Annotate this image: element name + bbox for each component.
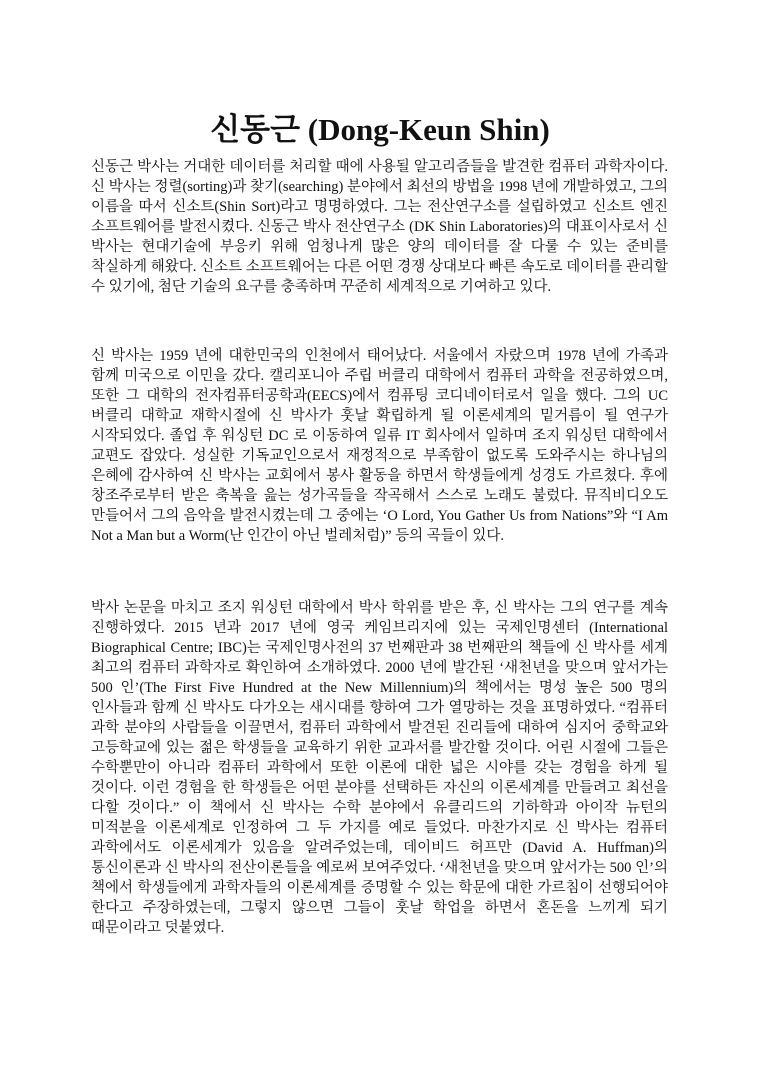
document-title: 신동근 (Dong-Keun Shin) [210, 112, 550, 147]
paragraph-biography: 신 박사는 1959 년에 대한민국의 인천에서 태어났다. 서울에서 자랐으며 1978 년에 가족과 함께 미국으로 이민을 갔다. 캘리포니아 주립 버클리 대학에서 컴퓨터 과학을 전공하였으며, 또한 그 대학의 전자컴퓨터공학과(EECS)에서 컴퓨팅 코디네이터로서 일을 했다. 그의 UC 버클리 대학교 재학시절에 신 박사가 훗날 확립하게 될 이론세계의 밑거름이 될 연구가 시작되었다. 졸업 후 워싱턴 DC 로 이동하여 일류 IT 회사에서 일하며 조지 워싱턴 대학에서 교편도 잡았다. 성실한 기독교인으로서 재정적으로 부족함이 없도록 도와주시는 하나님의 은혜에 감사하여 신 박사는 교회에서 봉사 활동을 하면서 학생들에게 성경도 가르쳤다. 후에 창조주로부터 받은 축복을 읊는 성가곡들을 작곡해서 스스로 노래도 불렀다. 뮤직비디오도 만들어서 그의 음악을 발전시켰는데 그 중에는 ‘O Lord, You Gather Us from Nations”와 “I Am Not a Man but a Worm(난 인간이 아닌 벌레처럼)” 등의 곡들이 있다. [91, 348, 668, 544]
paragraph-achievements: 박사 논문을 마치고 조지 워싱턴 대학에서 박사 학위를 받은 후, 신 박사는 그의 연구를 계속 진행하였다. 2015 년과 2017 년에 영국 케임브리지에 있는 국제인명센터 (International Biographical Centre; IBC)는 국제인명사전의 37 번째판과 38 번째판의 책들에 신 박사를 세계 최고의 컴퓨터 과학자로 확인하여 소개하였다. 2000 년에 발간된 ‘새천년을 맞으며 앞서가는 500 인’(The First Five Hundred at the New Millennium)의 책에서는 명성 높은 500 명의 인사들과 함께 신 박사도 다가오는 새시대를 향하여 그가 열망하는 것을 표명하였다. “컴퓨터 과학 분야의 사람들을 이끌면서, 컴퓨터 과학에서 발견된 진리들에 대하여 심지어 중학교와 고등학교에 있는 젊은 학생들을 교육하기 위한 교과서를 발간할 것이다. 어린 시절에 그들은 수학뿐만이 아니라 컴퓨터 과학에서 또한 이론에 대한 넓은 시야를 갖는 경험을 하게 될 것이다. 이런 경험을 한 학생들은 어떤 분야를 선택하든 자신의 이론세계를 만들려고 최선을 다할 것이다.” 이 책에서 신 박사는 수학 분야에서 유클리드의 기하학과 아이작 뉴턴의 미적분을 이론세계로 인정하여 그 두 가지를 예로 들었다. 마찬가지로 신 박사는 컴퓨터 과학에서도 이론세계가 있음을 알려주었는데, 데이비드 허프만 (David A. Huffman)의 통신이론과 신 박사의 전산이론들을 예로써 보여주었다. ‘새천년을 맞으며 앞서가는 500 인’의 책에서 학생들에게 과학자들의 이론세계를 증명할 수 있는 학문에 대한 가르침이 선행되어야 한다고 주장하였는데, 그렇지 않으면 그들이 훗날 학업을 하면서 혼돈을 느끼게 되기 때문이라고 덧붙였다. [91, 600, 668, 936]
paragraph-introduction: 신동근 박사는 거대한 데이터를 처리할 때에 사용될 알고리즘들을 발견한 컴퓨터 과학자이다. 신 박사는 정렬(sorting)과 찾기(searching) 분야에서 최선의 방법을 1998 년에 개발하였고, 그의 이름을 따서 신소트(Shin Sort)라고 명명하였다. 그는 전산연구소를 설립하였고 신소트 엔진 소프트웨어를 발전시켰다. 신동근 박사 전산연구소 (DK Shin Laboratories)의 대표이사로서 신 박사는 현대기술에 부응키 위해 엄청나게 많은 양의 데이터를 잘 다룰 수 있는 준비를 착실하게 해왔다. 신소트 소프트웨어는 다른 어떤 경쟁 상대보다 빠른 속도로 데이터를 관리할 수 있기에, 첨단 기술의 요구를 충족하며 꾸준히 세계적으로 기여하고 있다. [91, 159, 668, 295]
